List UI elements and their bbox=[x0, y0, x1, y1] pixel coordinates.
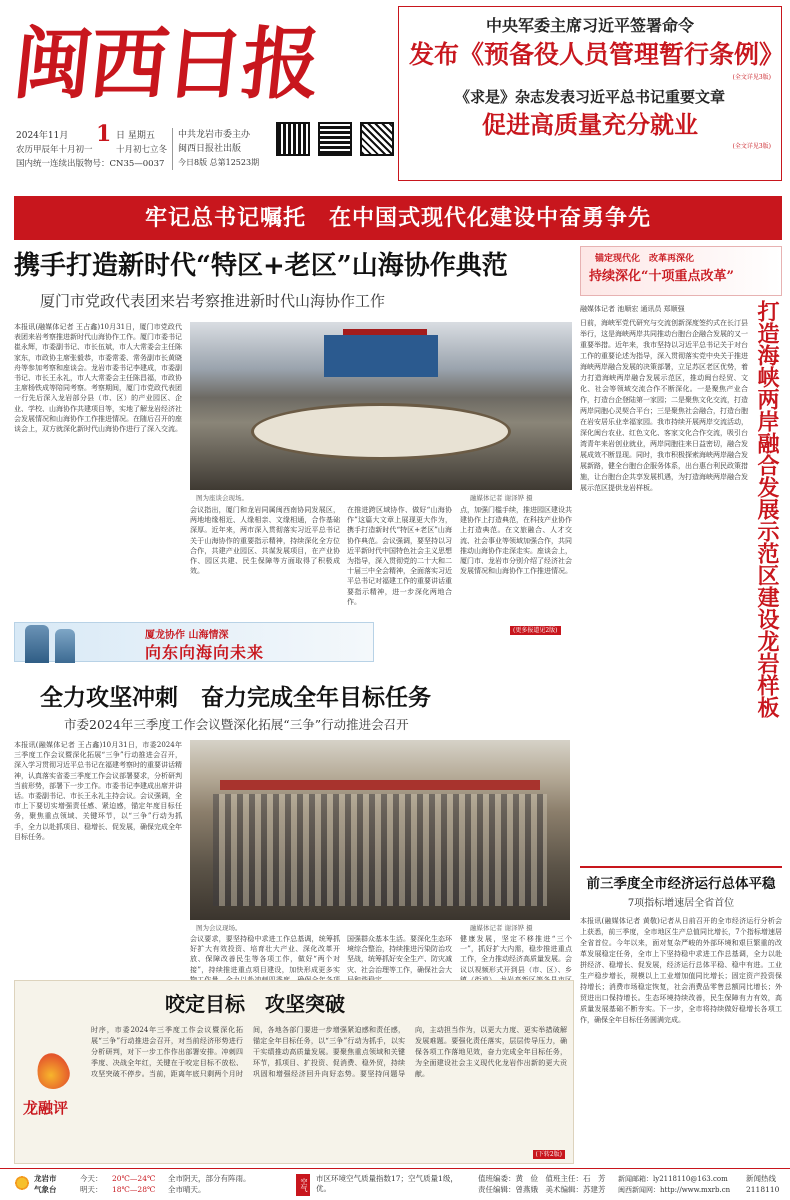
second-body-col1: 本报讯(融媒体记者 王占鑫)10月31日，市委2024年三季度工作会议暨深化拓展“三争”行动推进会召开，深入学习贯彻习近平总书记在福建考察时的重要讲话精神，认真落实省委三季度工作会议部署要求，分析研判当前形势，部署下一步工作。市委书记李建成出席并讲话。市委副书记、市长王永礼主持会议。会议强调，全市上下要切实增强责任感、紧迫感，锚定年度目标任务，聚焦重点领域、关键环节，以“三争”行动为抓手，全力以赴抓项目、稳增长、促发展，确保完成全年目标任务。 bbox=[14, 741, 182, 841]
footer-tomorrow-temp: 18℃—28℃ bbox=[112, 1185, 156, 1194]
top-news-box bbox=[398, 6, 785, 181]
lead-title[interactable]: 携手打造新时代“特区+老区”山海协作典范 bbox=[14, 251, 508, 281]
commentary-logo-text: 龙融评 bbox=[23, 1099, 69, 1117]
flame-icon bbox=[33, 1049, 73, 1092]
side-body: 日前，海峡军党代研究与交流创新深度签约式在长汀县举行，这是海峡两岸共同推动台胞台企融合发展的又一重要举措。近年来，我市坚持以习近平总书记关于对台工作的重要论述为指导，深入贯彻落实党中央关于推进海峡两岸融合发展的决策部署，立足苏区老区优势，着力打造海峡两岸融合发展示范区，推动闽台经贸、文化、社会等领域交流合作不断深化。一是聚焦产业合作，打造台企登陆第一家园；二是聚焦文化交流，打造两岸同胞心灵契合平台；三是聚焦社会融合，打造台胞在岩安居乐业幸福家园。我市持续开展两岸交流活动，深化闽台农业、红色文化、客家文化合作交流，吸引台湾青年来岩创业就业，两岸同胞往来日益密切，融合发展成效不断显现。同时，我市积极探索海峡两岸融合发展新路，健全台胞台企服务体系，出台惠台利民政策措施，让台胞台企共享发展机遇，为打造海峡两岸融合发展示范区提供龙岩样板。 bbox=[580, 319, 748, 492]
qr-code-icon[interactable] bbox=[360, 122, 394, 156]
promo-big: 向东向海向未来 bbox=[145, 643, 265, 662]
qr-code-icon[interactable] bbox=[318, 122, 352, 156]
masthead-title: 闽西日报 bbox=[9, 19, 323, 110]
footer-today-desc: 全市阴天，部分有阵雨。 bbox=[168, 1174, 251, 1183]
footer-city: 龙岩市 bbox=[34, 1174, 57, 1183]
footer-weather: 气象台 bbox=[34, 1185, 57, 1194]
second-photo-caption: 图为会议现场。 bbox=[196, 924, 242, 932]
top-news-ref1[interactable]: (全文详见3版) bbox=[732, 74, 771, 81]
issue: 今日8版 总第12523期 bbox=[178, 158, 260, 167]
footer-tomorrow-label: 明天： bbox=[80, 1185, 103, 1194]
lead-photo-caption: 图为座谈会现场。 bbox=[196, 494, 248, 502]
sun-icon bbox=[14, 1175, 30, 1191]
side-byline: 融媒体记者 池顺宏 通讯员 郑顺强 bbox=[580, 305, 685, 313]
side-vertical-title[interactable]: 打造海峡两岸融合发展示范区建设龙岩样板 bbox=[754, 300, 780, 718]
qr-codes bbox=[276, 122, 394, 177]
footer-today-temp: 20℃—24℃ bbox=[112, 1174, 156, 1183]
qr-code-icon[interactable] bbox=[276, 122, 310, 156]
footer-hotline: 新闻热线 bbox=[746, 1174, 776, 1183]
footer-phone: 2118110 bbox=[746, 1185, 780, 1194]
commentary-title[interactable]: 咬定目标 攻坚突破 bbox=[165, 992, 345, 1016]
econ-title[interactable]: 前三季度全市经济运行总体平稳 bbox=[586, 876, 776, 892]
side-tag2: 持续深化“十项重点改革” bbox=[589, 269, 734, 284]
commentary-body: 时序，市委2024年三季度工作会议暨深化拓展“三争”行动推进会召开，对当前经济形势进行分析研判，对下一步工作作出部署安排。冲刺四季度、决战全年红，关键在于咬定目标不放松、攻坚突破不停步。当前，距离年底只剩两个月时间，各地各部门要进一步增强紧迫感和责任感，锚定全年目标任务，以“三争”行动为抓手，以实干实绩推动高质量发展。要聚焦重点领域和关键环节，抓项目、扩投资、促消费、稳外贸，持续巩固和增强经济回升向好态势。要坚持问题导向，主动担当作为，以更大力度、更实举措破解发展难题。要强化责任落实，层层传导压力，确保各项工作落地见效，奋力完成全年目标任务，为全面建设社会主义现代化龙岩作出新的更大贡献。 bbox=[91, 1026, 567, 1078]
footer-today-label: 今天： bbox=[80, 1174, 103, 1183]
lead-body-col1: 本报讯(融媒体记者 王占鑫)10月31日，厦门市党政代表团来岩考察推进新时代山海协作工作。厦门市委书记崔永辉，市委副书记、市长伍斌，市人大常委会主任陈家东，市政协主席张毅恭，市委常委、常务副市长黄晓舟等参加考察和座谈会。龙岩市委书记李建成，市委副书记、市长王永礼，市人大常委会主任陈昌福，市政协主席杨铁成等陪同考察。考察期间，厦门市党政代表团一行先后深入龙岩部分县（市、区）的产业园区、企业、学校、山海协作共建项目等，实地了解龙岩经济社会发展情况和山海协作工作推进情况。在随后召开的座谈会上，双方就深化新时代山海协作进行了深入交流。 bbox=[14, 323, 182, 434]
weekday: 日 星期五 bbox=[116, 131, 155, 141]
masthead bbox=[9, 10, 394, 180]
lead-body-col4: 点，加强门槛手续，推进园区建设共建协作上打造典范，在科技产业协作上打造典范。在文旅融合、人才交流、社会事业等领域加强合作，共同推动山海协作走深走实。座谈会上，厦门市、龙岩市分别介绍了经济社会发展情况和山海协作工作推进情况。 bbox=[460, 506, 572, 576]
top-news-line3[interactable]: 《求是》杂志发表习近平总书记重要文章 bbox=[454, 88, 725, 106]
footer-tomorrow-desc: 全市晴天。 bbox=[168, 1185, 206, 1194]
promo-small: 厦龙协作 山海情深 bbox=[145, 630, 229, 641]
top-news-line1[interactable]: 中央军委主席习近平签署命令 bbox=[485, 16, 694, 35]
lead-body-col2: 会议指出，厦门和龙岩同属闽西南协同发展区，两地地缘相近、人缘相亲、文缘相通，合作基础深厚。近年来，两市深入贯彻落实习近平总书记关于山海协作的重要指示精神，持续深化全方位合作，共建产业园区、共谋发展项目，在产业协作、园区共建、民生保障等方面取得了积极成效。 bbox=[190, 506, 340, 576]
lead-photo bbox=[190, 322, 572, 490]
econ-body: 本报讯(融媒体记者 黄敬)记者从日前召开的全市经济运行分析会上获悉，前三季度，全市地区生产总值同比增长，7个指标增速居全省首位。今年以来，面对复杂严峻的外部环境和艰巨繁重的改革发展稳定任务，全市上下坚持稳中求进工作总基调，全力以赴拼经济、稳增长、促发展，经济运行总体平稳、稳中有进。工业生产稳步增长，规模以上工业增加值同比增长；固定资产投资保持增长；消费市场稳定恢复，社会消费品零售总额同比增长；外贸进出口保持增长。生态环境持续改善，民生保障有力有效，高质量发展基础不断夯实。下一步，全市将持续做好稳增长各项工作，确保全年目标任务圆满完成。 bbox=[580, 917, 782, 1024]
day-number: 1 bbox=[96, 121, 112, 147]
second-title[interactable]: 全力攻坚冲刺 奋力完成全年目标任务 bbox=[40, 684, 431, 711]
publisher: 闽西日报社出版 bbox=[178, 144, 242, 154]
commentary-box bbox=[14, 980, 574, 1164]
second-body-col2: 会议要求，要坚持稳中求进工作总基调，统筹抓好扩大有效投资、培育壮大产业、深化改革开放、保障改善民生等各项工作，做好“两个对接”，持续推进重点项目建设，加快形成更多实 bbox=[190, 935, 340, 974]
footer-editors2: 责任编辑：曾燕娥 美术编辑：苏建芳 bbox=[478, 1185, 606, 1194]
sponsor: 中共龙岩市委主办 bbox=[178, 130, 251, 140]
top-news-ref2[interactable]: (全文详见3版) bbox=[732, 143, 771, 150]
lead-subtitle: 厦门市党政代表团来岩考察推进新时代山海协作工作 bbox=[40, 292, 386, 310]
second-body-col4: 健康发展，坚定不移推进“三个一”，抓好扩大内需，稳步推进重点工作，全力推动经济高质量发展。会议以视频形式开到县（市、区）、乡 bbox=[460, 935, 572, 974]
promo-tower-graphic bbox=[25, 625, 49, 663]
footer-editors: 值班编委：黄 俭 值班主任：石 芳 bbox=[478, 1174, 606, 1183]
lead-photo-credit: 融媒体记者 谢泽铧 摄 bbox=[470, 494, 533, 502]
promo-strip[interactable] bbox=[14, 622, 374, 662]
footer-email[interactable]: 新闻邮箱：ly2118110@163.com bbox=[618, 1175, 728, 1183]
publisher-block bbox=[172, 128, 262, 170]
footer bbox=[0, 1168, 790, 1200]
footer-air-label: 空气 bbox=[296, 1174, 310, 1196]
lead-body-col3: 在推进跨区域协作、做好“山海协作”这篇大文章上展现更大作为，携手打造新时代“特区+老区”山海协作典范。会议强调，要坚持以习近平新时代中国特色社会主义思想为指导，深入贯彻党的二十大和二十届三中全会精神，全面落实习近平总书记对福建工作的重要讲话重要指示精神，进一步深化两地合作。 bbox=[347, 506, 452, 606]
side-header bbox=[580, 246, 782, 296]
promo-tower-graphic bbox=[55, 629, 75, 663]
date: 2024年11月 bbox=[16, 131, 69, 141]
top-news-line4[interactable]: 促进高质量充分就业 bbox=[482, 110, 698, 139]
econ-subtitle: 7项指标增速居全省首位 bbox=[627, 898, 735, 909]
footer-air-text: 市区环境空气质量指数17；空气质量1级，优。 bbox=[316, 1174, 458, 1193]
top-news-line2[interactable]: 发布《预备役人员管理暂行条例》 bbox=[409, 40, 785, 69]
footer-web[interactable]: 闽西新闻网：http://www.mxrb.cn bbox=[618, 1186, 731, 1194]
lead-more-link[interactable]: (更多报道见2版) bbox=[510, 626, 561, 635]
second-body-col3: 国强群众基本生活。要深化生态环境综合整治，持续推进污染防治攻坚战，统筹抓好安全生产、防灾减灾、社会治理等工作，确保社会大 bbox=[347, 935, 452, 974]
lunar: 农历甲辰年十月初一 bbox=[16, 145, 93, 155]
cn-number: 国内统一连续出版物号：CN35—0037 bbox=[16, 159, 165, 169]
commentary-more[interactable]: (下转2版) bbox=[533, 1150, 566, 1159]
commentary-logo bbox=[23, 1053, 85, 1133]
second-subtitle: 市委2024年三季度工作会议暨深化拓展“三争”行动推进会召开 bbox=[64, 717, 409, 732]
headline-banner: 牢记总书记嘱托 在中国式现代化建设中奋勇争先 bbox=[14, 196, 782, 240]
side-tag1: 锚定现代化 改革再深化 bbox=[595, 254, 695, 264]
second-photo bbox=[190, 740, 570, 920]
lunar2: 十月初七立冬 bbox=[116, 145, 168, 155]
econ-divider bbox=[580, 866, 782, 868]
second-photo-credit: 融媒体记者 谢泽铧 摄 bbox=[470, 924, 533, 932]
